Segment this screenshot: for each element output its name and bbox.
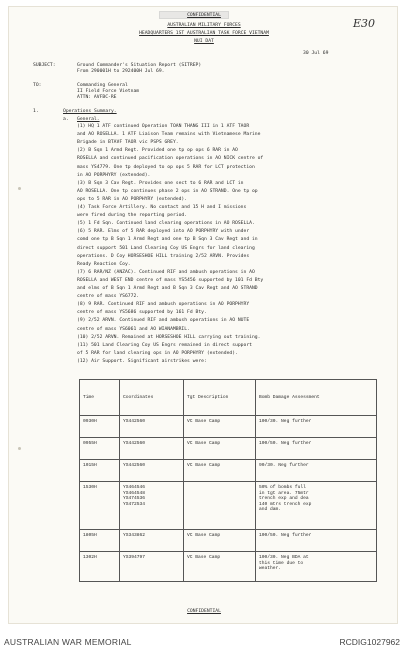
table-row	[80, 482, 377, 530]
cell-coordinates: YS343862	[120, 530, 184, 552]
cell-target: VC Base Camp	[184, 552, 256, 582]
cell-time: 1015H	[80, 460, 120, 482]
body-line: in AO PORPHYRY (extended).	[77, 172, 151, 178]
cell-coordinates: YS442560	[120, 416, 184, 438]
body-line: (5) 1 Fd Sqn. Continued land clearing operations in AO ROSELLA.	[77, 221, 255, 227]
archive-reference: RCDIG1027962	[339, 637, 400, 647]
archive-name: AUSTRALIAN WAR MEMORIAL	[4, 637, 132, 647]
org-name: AUSTRALIAN MILITARY FORCES	[167, 23, 241, 28]
subject-label: SUBJECT:	[33, 63, 56, 68]
body-line: ROSELLA and continued pacification operations in AO NICK centre of	[77, 156, 264, 162]
body-line: (8) 9 RAR. Continued RIF and ambush operations in AO PORPHYRY	[77, 302, 250, 308]
cell-bda: 50% of bombs full in tgt area. 75mtr trench exp and dea 140 mtrs trench exp and dam.	[256, 482, 377, 530]
body-line: centre of mass YS6772.	[77, 294, 140, 300]
cell-time: 0955H	[80, 438, 120, 460]
cell-target	[184, 482, 256, 530]
body-line: (10) 2/52 ARVN. Remained at HORSESHOE HILL carrying out training.	[77, 334, 261, 340]
cell-bda: 90/30. Neg further	[256, 460, 377, 482]
subsection-title: General.	[77, 117, 100, 122]
cell-time: 1302H	[80, 552, 120, 582]
section-number: 1.	[33, 109, 39, 114]
org-headquarters: HEADQUARTERS 1ST AUSTRALIAN TASK FORCE VIETNAM	[139, 31, 269, 36]
cell-bda: 100/50. Neg further	[256, 530, 377, 552]
cell-bda: 100/30. Neg BDA at this time due to weather.	[256, 552, 377, 582]
cell-time: 1805H	[80, 530, 120, 552]
body-line: were fired during the reporting period.	[77, 213, 188, 219]
classification-bottom: CONFIDENTIAL	[187, 609, 221, 614]
body-line: (11) 501 Land Clearing Coy US Engrs remained in direct support	[77, 342, 252, 348]
column-header-coordinates: Coordinates	[120, 380, 184, 416]
addressee-line: Commanding General	[77, 83, 128, 88]
folio-number: E30	[352, 17, 375, 30]
subsection-letter: a.	[63, 117, 69, 122]
body-line: centre of mass YS5686 supported by 161 Fd Bty.	[77, 310, 207, 316]
table-row	[80, 438, 377, 460]
document-page	[8, 6, 398, 624]
column-header-target: Tgt Description	[184, 380, 256, 416]
body-line: ROSELLA and WEST END centre of mass YS5456 supported by 101 Fd Bty	[77, 277, 264, 283]
cell-coordinates: YS464546 YS464548 YS474536 YS472534	[120, 482, 184, 530]
cell-coordinates: YS442560	[120, 460, 184, 482]
classification-top: CONFIDENTIAL	[187, 13, 221, 18]
column-header-time: Time	[80, 380, 120, 416]
punch-hole	[18, 447, 21, 450]
org-location: NUI DAT	[194, 39, 214, 44]
body-line: operations. D Coy HORSESHOE HILL training 2/52 ARVN. Provides	[77, 253, 250, 259]
body-line: (9) 2/52 ARVN. Continued RIF and ambush operations in AO NUTE	[77, 318, 250, 324]
cell-target: VC Base Camp	[184, 416, 256, 438]
body-line: Ready Reaction Coy.	[77, 261, 131, 267]
subject-line: Ground Commander's Situation Report (SITREP)	[77, 63, 202, 68]
body-line: (12) Air Support. Significant airstrikes were:	[77, 358, 207, 364]
addressee-line: ATTN: AVFBC-RE	[77, 95, 117, 100]
body-line: of 5 RAR for land clearing ops in AO PORPHYRY (extended).	[77, 350, 238, 356]
table-row	[80, 416, 377, 438]
body-line: centre of mass YS6061 and AO WIANAMBRIL.	[77, 326, 190, 332]
cell-bda: 100/30. Neg further	[256, 416, 377, 438]
subject-line: From 290001H to 292400H Jul 69.	[77, 69, 165, 74]
to-label: TO:	[33, 83, 42, 88]
table-row	[80, 552, 377, 582]
body-line: direct support 501 Land Clearing Coy US Engrs for land clearing	[77, 245, 255, 251]
cell-bda: 100/50. Neg further	[256, 438, 377, 460]
cell-coordinates: YS442560	[120, 438, 184, 460]
addressee-line: II Field Force Vietnam	[77, 89, 140, 94]
body-line: (2) B Sqn 1 Armd Regt. Provided one tp op ops 6 RAR in AO	[77, 148, 238, 154]
body-line: AO ROSELLA. One tp continues phase 2 ops in AO STRAND. One tp op	[77, 188, 258, 194]
body-line: (7) 6 RAR/NZ (ANZAC). Continued RIF and ambush operations in AO	[77, 269, 255, 275]
cell-target: VC Base Camp	[184, 460, 256, 482]
cell-time: 1530H	[80, 482, 120, 530]
column-header-bda: Bomb Damage Assessment	[256, 380, 377, 416]
table-header-row	[80, 380, 377, 416]
airstrike-table	[79, 379, 377, 582]
body-line: and elms of B Sqn 1 Armd Regt and B Sqn 3 Cav Regt and AO STRAND	[77, 286, 258, 291]
archive-footer	[0, 630, 404, 654]
section-title: Operations Summary.	[63, 109, 117, 114]
document-date: 30 Jul 69	[303, 51, 329, 56]
cell-time: 0930H	[80, 416, 120, 438]
cell-target: VC Base Camp	[184, 530, 256, 552]
table-row	[80, 530, 377, 552]
cell-coordinates: YS394797	[120, 552, 184, 582]
body-line: Brigade in BTAVF TAOR vic PSPS GREY.	[77, 140, 179, 146]
body-line: and AO ROSELLA. 1 ATF Liaison Team remains with Vietnamese Marine	[77, 132, 261, 138]
body-line: (1) HQ 1 ATF continued Operation TOAN THANG III in 1 ATF TAOR	[77, 124, 250, 129]
body-line: comd one tp B Sqn 1 Armd Regt and one tp B Sqn 3 Cav Regt and in	[77, 237, 258, 243]
body-line: (6) 5 RAR. Elms of 5 RAR deployed into AO PORPHYRY with under	[77, 229, 250, 235]
body-line: ops to 5 RAR in AO PORPHYRY (extended).	[77, 196, 188, 202]
body-line: (4) Task Force Artillery. No contact and 15 H and I missions	[77, 205, 247, 210]
body-line: mass YS4779. One tp deployed to op ops 5 RAR for LCT protection	[77, 164, 255, 170]
body-line: (3) B Sqn 3 Cav Regt. Provides one sect to 6 RAR and LCT in	[77, 180, 244, 186]
cell-target: VC Base Camp	[184, 438, 256, 460]
table-row	[80, 460, 377, 482]
punch-hole	[18, 187, 21, 190]
